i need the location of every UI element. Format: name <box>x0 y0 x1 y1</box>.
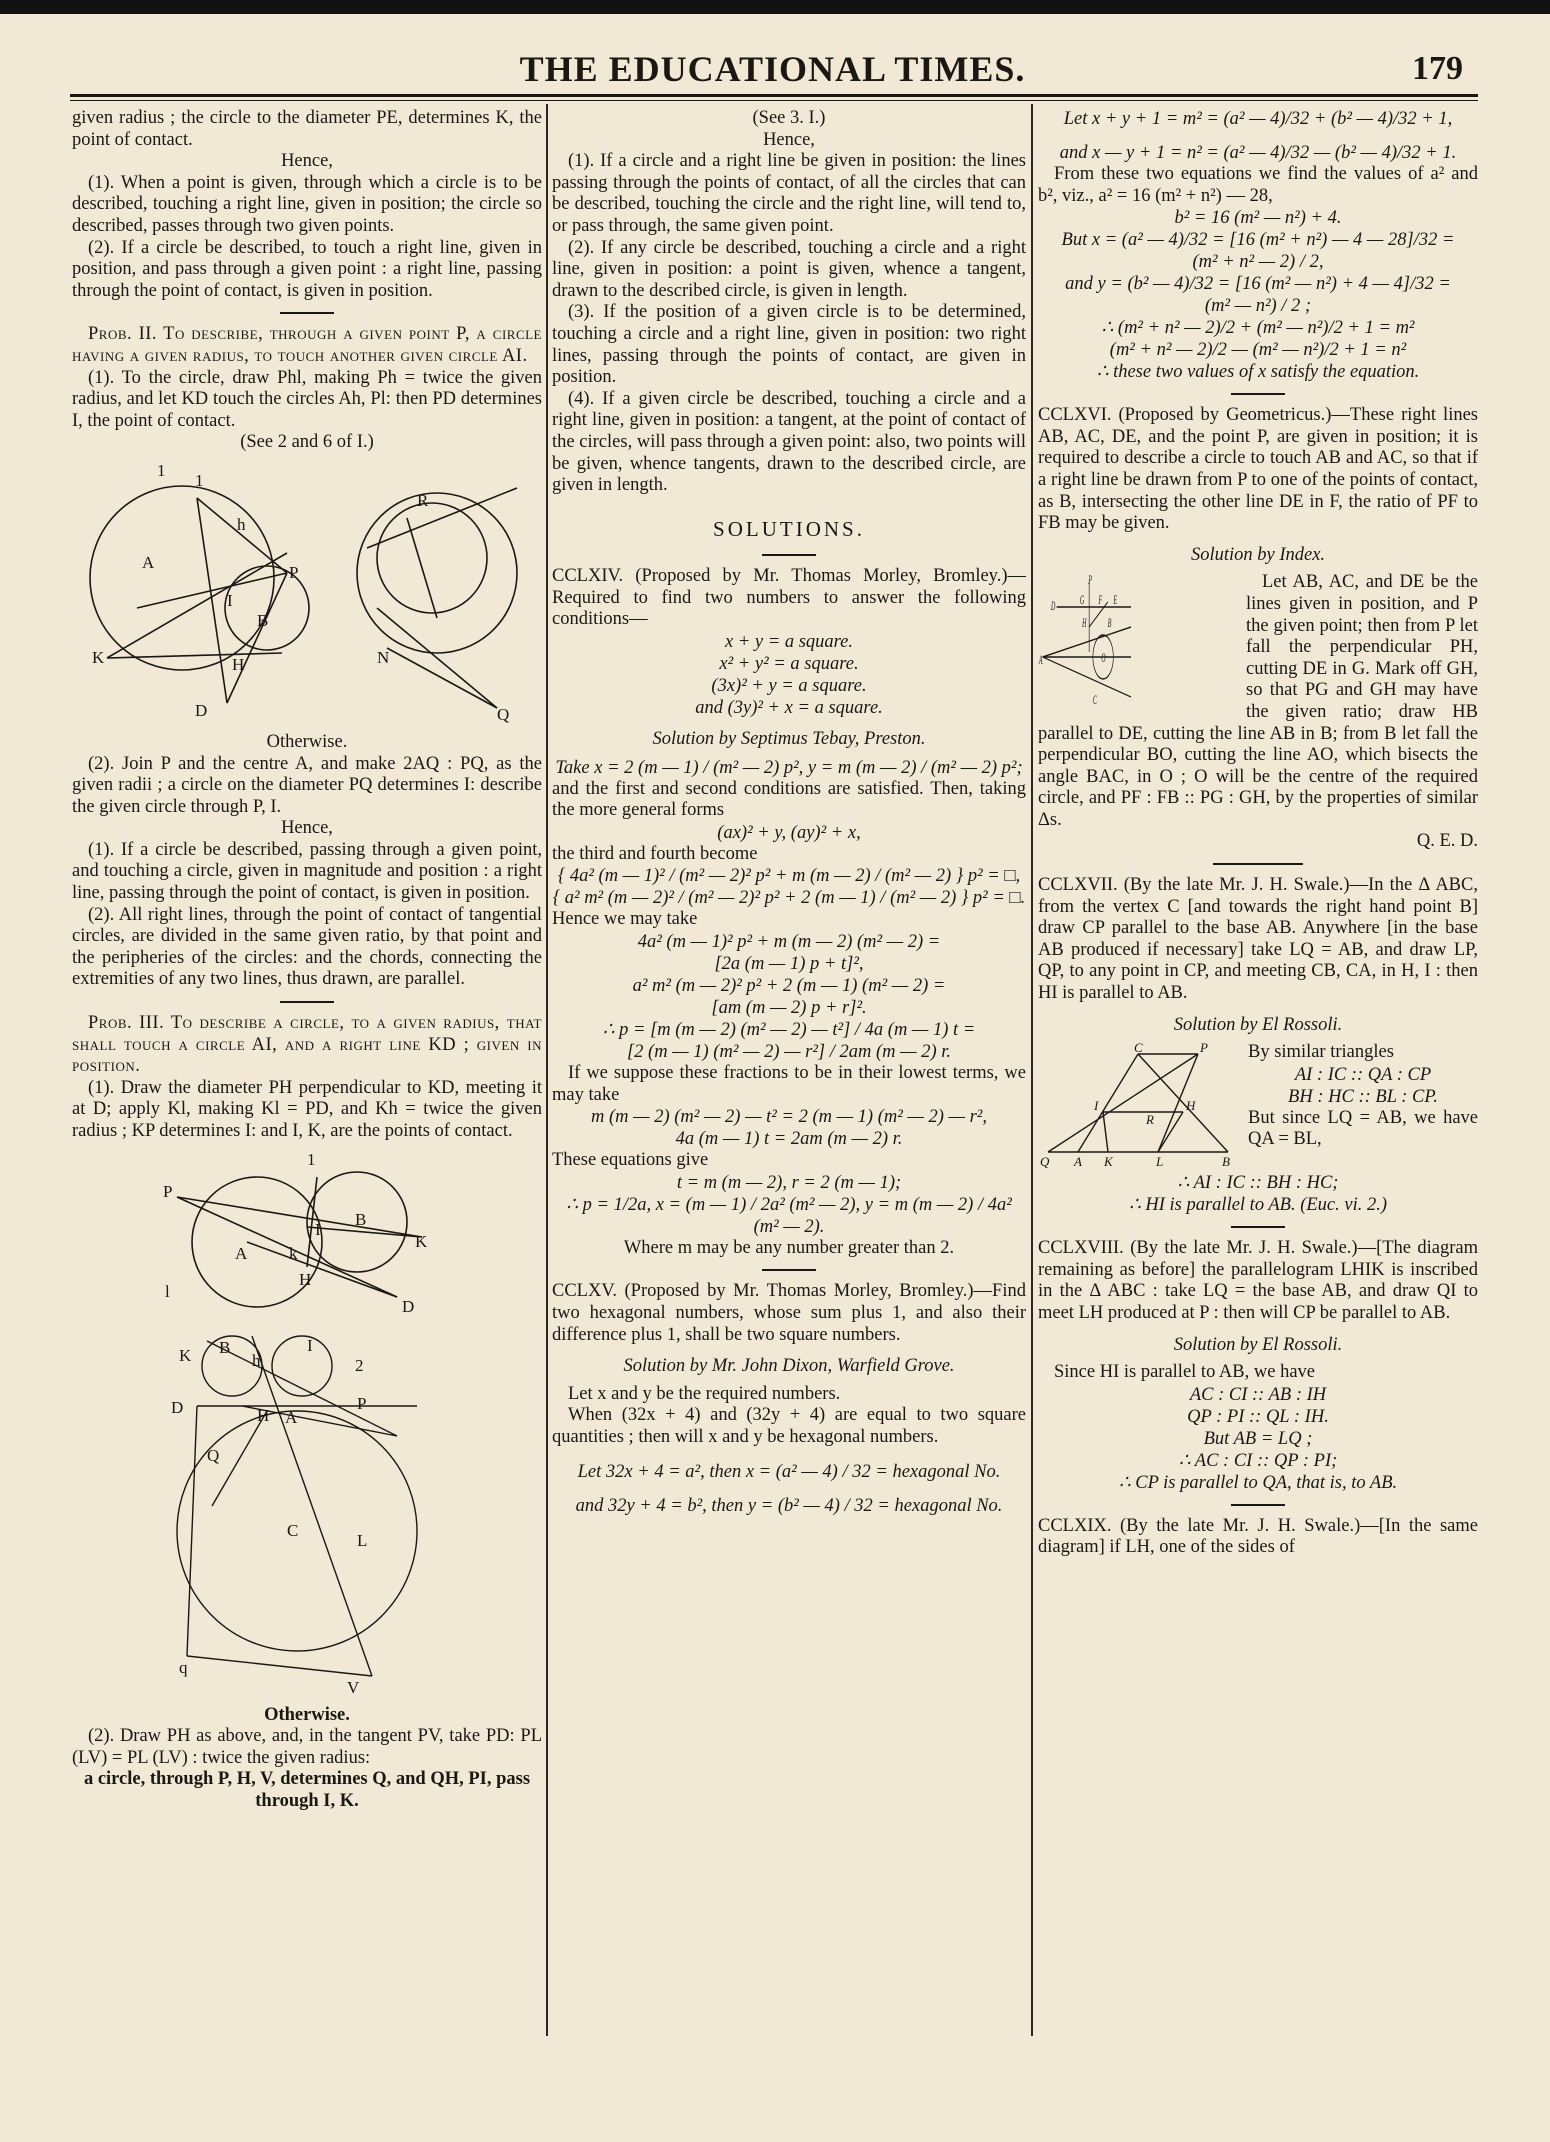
equation: (m² + n² — 2)/2 — (m² — n²)/2 + 1 = n² <box>1109 340 1407 361</box>
equation: ∴ p = 1/2a, x = (m — 1) / 2a² (m² — 2), y = m (m — 2) / 4a² (m² — 2). <box>566 1194 1012 1237</box>
ratio: QP : PI :: QL : IH. <box>1187 1406 1329 1427</box>
fig-label: B <box>257 610 269 630</box>
paragraph: When (32x + 4) and (32y + 4) are equal to two square quantities ; then will x and y be hexagonal numbers. <box>552 1405 1026 1447</box>
equation: and 32y + 4 = b², then y = (b² — 4) / 32 = hexagonal No. <box>575 1495 1003 1516</box>
page-number: 179 <box>1412 50 1463 87</box>
paragraph: and the first and second conditions are satisfied. Then, taking the more general forms <box>552 778 1026 821</box>
equation: m (m — 2) (m² — 2) — t² = 2 (m — 1) (m² — 2) — r², <box>591 1107 987 1128</box>
fig-label: 1 <box>307 1149 316 1169</box>
separator <box>1213 863 1303 865</box>
equation: ∴ (m² + n² — 2)/2 + (m² — n²)/2 + 1 = m² <box>1101 318 1415 339</box>
column-rule-right <box>1031 104 1033 2036</box>
heading-otherwise: Otherwise. <box>264 1704 350 1725</box>
paragraph: (1). To the circle, draw Phl, making Ph = twice the given radius, and let KD touch the circles Ah, Pl: then PD determines I, the point of contact. <box>72 367 542 431</box>
fig-label: D <box>402 1296 415 1316</box>
spacer <box>552 1449 1026 1461</box>
question-266: CCLXVI. (Proposed by Geometricus.)—These right lines AB, AC, DE, and the point P, are given in position; it is required to describe a circle to touch AB and AC, so that if a right line be drawn from P to one of the points of contact, as B, intersecting the other line DE in F, the ratio of PF to FB may be given. <box>1038 405 1478 534</box>
fig-label: A <box>1038 654 1043 669</box>
figure-index <box>1038 572 1238 712</box>
equation: Take x = 2 (m — 1) / (m² — 2) p², y = m (m — 2) / (m² — 2) p²; <box>555 757 1023 778</box>
figure-construction <box>157 1321 457 1701</box>
fig-label: A <box>1074 1154 1082 1170</box>
equation: and x — y + 1 = n² = (a² — 4)/32 — (b² — 4)/32 + 1. <box>1059 143 1457 163</box>
paragraph: (2). If any circle be described, touching a circle and a right line, given in position: a point is given, whence a tangent, drawn to the described circle, is given in length. <box>552 237 1026 301</box>
separator <box>762 554 816 556</box>
paragraph: (2). All right lines, through the point of contact of tangential circles, are divided in the same given ratio, by that point and the peripheries of the circles: and the chords, connecting the extremities of any two lines, thus drawn, are parallel. <box>72 904 542 990</box>
fig-label: C <box>1134 1042 1143 1056</box>
equation: t = m (m — 2), r = 2 (m — 1); <box>676 1172 902 1193</box>
fig-label: R <box>417 490 429 510</box>
paragraph: (2). Join P and the centre A, and make 2AQ : PQ, as the given radii ; a circle on the diameter PQ determines I: describe the given circle through P, I. <box>72 753 542 817</box>
fig-label: K <box>179 1345 192 1365</box>
fig-label: O <box>1101 652 1106 667</box>
fig-label: C <box>1092 694 1097 709</box>
fig-label: k <box>289 1243 298 1263</box>
fig-label: D <box>195 700 208 720</box>
fig-label: N <box>377 647 390 667</box>
fig-label: R <box>1146 1112 1154 1128</box>
column-1 <box>72 108 542 2038</box>
question-265: CCLXV. (Proposed by Mr. Thomas Morley, Bromley.)—Find two hexagonal numbers, whose sum plus 1, and also their difference plus 1, shall be two square numbers. <box>552 1281 1026 1345</box>
section-heading-solutions: SOLUTIONS. <box>713 516 865 541</box>
equation: [2a (m — 1) p + t]², <box>714 954 864 975</box>
column-rule-left <box>546 104 548 2036</box>
solution-byline: Solution by Septimus Tebay, Preston. <box>652 729 926 750</box>
equation: { a² m² (m — 2)² / (m² — 2)² p² + 2 (m — 1) / (m² — 2) } p² = □. <box>552 888 1026 909</box>
fig-label: A <box>235 1243 248 1263</box>
fig-label: H <box>1186 1098 1196 1114</box>
heading-hence: Hence, <box>281 818 333 839</box>
fig-label: K <box>92 647 105 667</box>
separator <box>1231 1226 1285 1228</box>
paragraph: (1). If a circle be described, passing through a given point, and touching a circle, given in magnitude and position : a right line, passing through the point of contact, is given in position. <box>72 839 542 904</box>
paragraph: From these two equations we find the values of a² and b², viz., a² = 16 (m² + n²) — 28, <box>1038 164 1478 206</box>
heading-hence: Hence, <box>763 129 815 150</box>
equation: (ax)² + y, (ay)² + x, <box>717 822 861 843</box>
paragraph: given radius ; the circle to the diameter PE, determines K, the point of contact. <box>72 108 542 150</box>
fig-label: P <box>1088 574 1092 589</box>
spacer <box>552 1483 1026 1495</box>
paragraph: a circle, through P, H, V, determines Q, and QH, PI, pass through I, K. <box>83 1769 531 1811</box>
question-267: CCLXVII. (By the late Mr. J. H. Swale.)—In the Δ ABC, from the vertex C [and towards the right hand point B] draw CP parallel to the base AB. Anywhere [in the base AB produced if necessary] take LQ = AB, and draw LP, QP, to any point in CP, and meeting CB, CA, in H, I : then HI is parallel to AB. <box>1038 875 1478 1004</box>
paragraph: (3). If the position of a given circle is to be determined, touching a circle and a right line, given in position: two right lines, passing through the points of contact, are given in position. <box>552 302 1026 388</box>
separator <box>1231 393 1285 395</box>
fig-label: H <box>299 1269 312 1289</box>
equation: b² = 16 (m² — n²) + 4. <box>1174 208 1342 229</box>
question-264: CCLXIV. (Proposed by Mr. Thomas Morley, Bromley.)—Required to find two numbers to answer the following conditions— <box>552 566 1026 630</box>
figure-triangle <box>1038 1042 1238 1172</box>
equation: Let 32x + 4 = a², then x = (a² — 4) / 32 = hexagonal No. <box>577 1461 1001 1482</box>
paragraph: But since LQ = AB, we have QA = BL, <box>1248 1107 1478 1150</box>
figure-circle-line <box>157 1147 457 1317</box>
equation: (m² — n²) / 2 ; <box>1204 296 1312 317</box>
fig-label: 2 <box>355 1355 364 1375</box>
ratio: AI : IC :: QA : CP <box>1294 1064 1432 1085</box>
spacer <box>1038 130 1478 142</box>
column-2 <box>552 108 1026 2038</box>
solution-byline: Solution by Index. <box>1190 544 1326 565</box>
fig-label: I <box>227 590 233 610</box>
header-rule-thick <box>70 94 1478 97</box>
header-rule-thin <box>70 100 1478 101</box>
fig-label: I <box>315 1219 321 1239</box>
fig-label: 1 <box>195 470 204 490</box>
fig-label: B <box>219 1337 231 1357</box>
paragraph: (1). Draw the diameter PH perpendicular to KD, meeting it at D; apply Kl, making Kl = PD, and Kh = twice the given radius ; KP determines I: and I, K, are the points of contact. <box>72 1077 542 1141</box>
fig-label: h <box>237 514 246 534</box>
fig-label: P <box>1200 1042 1208 1056</box>
question-268: CCLXVIII. (By the late Mr. J. H. Swale.)—[The diagram remaining as before] the parallelogram LHIK is inscribed in the Δ ABC : take LQ = the base AB, and draw QI to meet LH produced at P : then will CP be parallel to AB. <box>1038 1238 1478 1323</box>
paragraph: If we suppose these fractions to be in their lowest terms, we may take <box>552 1063 1026 1105</box>
paragraph: (1). If a circle and a right line be given in position: the lines passing through the points of contact, of all the circles that can be described, touching the circle and the right line, will tend to, or pass through, the same given point. <box>552 151 1026 236</box>
equation: 4a² (m — 1)² p² + m (m — 2) (m² — 2) = <box>637 932 941 953</box>
equation: and y = (b² — 4)/32 = [16 (m² — n²) + 4 — 4]/32 = <box>1065 274 1451 295</box>
solution-byline: Solution by El Rossoli. <box>1173 1014 1343 1035</box>
solution-byline: Solution by Mr. John Dixon, Warfield Grove. <box>623 1356 955 1377</box>
condition: (3x)² + y = a square. <box>711 676 867 697</box>
fig-label: P <box>163 1181 173 1201</box>
fig-label: D <box>1051 600 1056 615</box>
equation: (m² + n² — 2) / 2, <box>1192 252 1324 273</box>
heading-hence: Hence, <box>281 151 333 172</box>
fig-label: V <box>347 1677 360 1697</box>
fig-label: Q <box>207 1445 220 1465</box>
fig-label: H <box>257 1405 270 1425</box>
fig-label: K <box>415 1231 428 1251</box>
fig-label: h <box>252 1350 261 1370</box>
paragraph: (1). When a point is given, through which a circle is to be described, touching a right line, given in position; the circle so described, passes through two given points. <box>72 172 542 236</box>
equation: Let x + y + 1 = m² = (a² — 4)/32 + (b² — 4)/32 + 1, <box>1063 109 1453 129</box>
equation: a² m² (m — 2)² p² + 2 (m — 1) (m² — 2) = <box>632 976 946 997</box>
paragraph: (4). If a given circle be described, touching a circle and a right line, given in position: a tangent, at the point of contact of the circles, will pass through a given point: also, two points will be given, whence tangents, drawn to the described circle, are given in length. <box>552 388 1026 496</box>
fig-label: q <box>179 1657 188 1677</box>
fig-label: P <box>357 1393 367 1413</box>
equation: ∴ p = [m (m — 2) (m² — 2) — t²] / 4a (m — 1) t = <box>602 1020 976 1041</box>
top-edge-band <box>0 0 1550 14</box>
paragraph: the third and fourth become <box>552 843 758 864</box>
condition: x² + y² = a square. <box>719 654 859 675</box>
qed: Q. E. D. <box>1416 831 1478 852</box>
heading-otherwise: Otherwise. <box>266 731 348 752</box>
ratio: ∴ AI : IC :: BH : HC; <box>1177 1173 1339 1194</box>
equation: But x = (a² — 4)/32 = [16 (m² + n²) — 4 — 28]/32 = <box>1061 230 1455 251</box>
separator <box>1231 1504 1285 1506</box>
question-269: CCLXIX. (By the late Mr. J. H. Swale.)—[In the same diagram] if LH, one of the sides of <box>1038 1515 1478 1558</box>
equation: ∴ these two values of x satisfy the equation. <box>1096 362 1420 383</box>
separator <box>762 1269 816 1271</box>
equation: [2 (m — 1) (m² — 2) — r²] / 2am (m — 2) r. <box>626 1042 952 1063</box>
ratio: ∴ AC : CI :: QP : PI; <box>1178 1450 1338 1471</box>
ratio: ∴ CP is parallel to QA, that is, to AB. <box>1118 1472 1398 1493</box>
problem-statement: Prob. II. To describe, through a given point P, a circle having a given radius, to touch another given circle AI. <box>72 324 542 366</box>
fig-label: A <box>285 1407 298 1427</box>
fig-label: H <box>232 654 245 674</box>
fig-label: D <box>171 1397 184 1417</box>
fig-label: 1 <box>157 460 166 480</box>
ratio: ∴ HI is parallel to AB. (Euc. vi. 2.) <box>1128 1195 1388 1216</box>
fig-label: Q <box>1040 1154 1050 1170</box>
fig-label: C <box>287 1520 299 1540</box>
paragraph: Where m may be any number greater than 2. <box>623 1237 955 1258</box>
fig-label: l <box>165 1281 170 1301</box>
fig-label: B <box>1107 617 1112 632</box>
column-3 <box>1038 108 1478 2038</box>
figure-tangent-circles <box>77 458 537 728</box>
paragraph: Since HI is parallel to AB, we have <box>1054 1362 1315 1383</box>
condition: and (3y)² + x = a square. <box>695 698 883 719</box>
fig-label: I <box>1094 1098 1099 1114</box>
fig-label: K <box>1104 1154 1113 1170</box>
separator <box>280 1001 334 1003</box>
paragraph: Let AB, AC, and DE be the lines given in position, and P the given point; then from P let fall the perpendicular PH, cutting DE in G. Mark off GH, so that PG and GH may have the given ratio; draw HB parallel to DE, cutting the line AB in B; from B let fall the perpendicular BO, cutting the line AO, which bisects the angle BAC, in O ; O will be the centre of the required circle, and PF : FB :: PG : GH, by the properties of similar Δs. <box>1038 572 1478 830</box>
paragraph: Let x and y be the required numbers. <box>568 1383 841 1404</box>
equation: { 4a² (m — 1)² / (m² — 2)² p² + m (m — 2) / (m² — 2) } p² = □, <box>557 866 1021 887</box>
ratio: But AB = LQ ; <box>1203 1428 1313 1449</box>
ratio: BH : HC :: BL : CP. <box>1288 1086 1438 1107</box>
fig-label: E <box>1113 594 1118 609</box>
fig-label: Q <box>497 704 510 724</box>
fig-label: I <box>307 1335 313 1355</box>
equation: 4a (m — 1) t = 2am (m — 2) r. <box>675 1129 903 1150</box>
fig-label: B <box>1222 1154 1230 1170</box>
paragraph: These equations give <box>552 1150 709 1171</box>
fig-label: F <box>1098 594 1103 609</box>
condition: x + y = a square. <box>724 632 854 653</box>
paragraph: (2). Draw PH as above, and, in the tangent PV, take PD: PL (LV) = PL (LV) : twice the given radius: <box>72 1726 542 1768</box>
solution-byline: Solution by El Rossoli. <box>1173 1334 1343 1355</box>
fig-label: P <box>289 562 299 582</box>
ratio: AC : CI :: AB : IH <box>1189 1384 1327 1405</box>
masthead <box>70 48 1475 94</box>
paragraph: (2). If a circle be described, to touch a right line, given in position, and pass through a given point : a right line, passing through the point of contact, is given in position. <box>72 237 542 301</box>
fig-label: G <box>1079 594 1085 609</box>
journal-title: THE EDUCATIONAL TIMES. <box>519 49 1026 89</box>
fig-label: L <box>357 1530 368 1550</box>
paragraph: By similar triangles <box>1248 1042 1394 1063</box>
equation: [am (m — 2) p + r]². <box>711 998 867 1019</box>
fig-label: H <box>1082 617 1087 632</box>
separator <box>280 312 334 314</box>
fig-label: B <box>355 1209 367 1229</box>
reference: (See 2 and 6 of I.) <box>240 432 374 453</box>
paragraph: Hence we may take <box>552 909 698 930</box>
fig-label: A <box>142 552 155 572</box>
problem-statement: Prob. III. To describe a circle, to a given radius, that shall touch a circle AI, and a right line KD ; given in position. <box>72 1013 542 1077</box>
fig-label: L <box>1156 1154 1164 1170</box>
reference: (See 3. I.) <box>752 108 826 128</box>
